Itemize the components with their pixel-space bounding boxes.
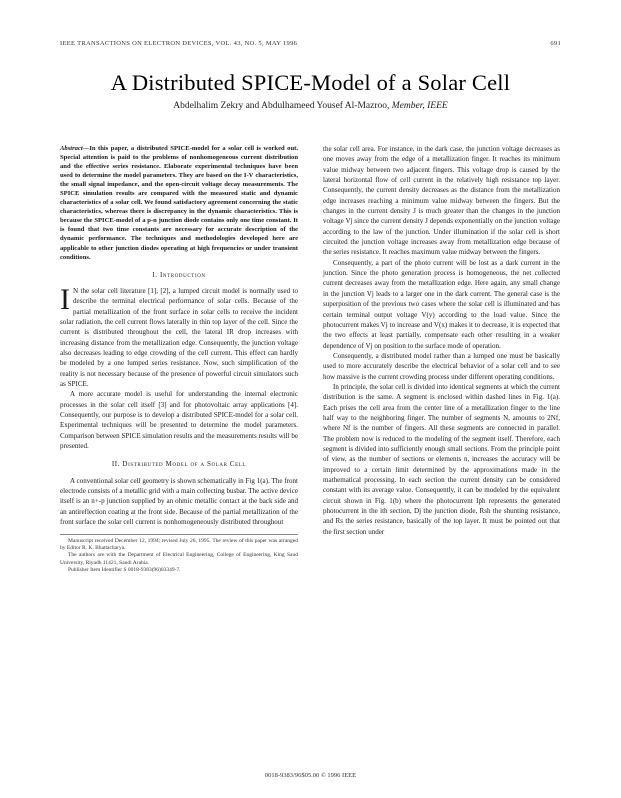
left-column [60, 144, 298, 575]
page-number: 691 [550, 40, 561, 47]
intro-text-1: N the solar cell literature [1], [2], a lumped circuit model is normally used to describe the terminal electrical performance of solar cells. Because of the partial metallization of the front surface in solar cells to receive the incident solar radiation, the cell current flows laterally in thin top layer of the cell. Since the current is distributed throughout the cell, the lateral IR drop increases with increasing distance from the metallization edge. Consequently, the junction voltage also decreases leading to edge crowding of the cell current. This effect can hardly be modeled by a one lumped series resistance. Now, such simplification of the reality is not necessary because of the presence of powerful circuit simulators such as SPICE. [60, 286, 298, 389]
section-heading-introduction: I. Introduction [152, 270, 206, 279]
right-paragraph-3: Consequently, a distributed model rather than a lumped one must be basically used to more accurately describe the electrical behavior of a solar cell and to see how massive is the current crowding process under different operating conditions. [323, 351, 560, 381]
journal-citation: IEEE TRANSACTIONS ON ELECTRON DEVICES, VOL. 43, NO. 5, MAY 1996 [60, 40, 298, 47]
right-paragraph-1: the solar cell area. For instance, in the dark case, the junction voltage decreases as one moves away from the edge of a metallization finger. It reaches its minimum value midway between two adjacent fingers. This voltage drop is caused by the lateral horizontal flow of cell current in the relatively high resistance top layer. Consequently, the current density decreases as the distance from the metallization edge increases reaching a minimum value midway between the fingers. But the changes in the current density J is much greater than the changes in the junction voltage Vj since the current density J depends exponentially on the junction voltage according to the law of the junction. Under illumination if the solar cell is short circuited the junction voltage increases away from metallization edge because of the series resistance. It reaches maximum value midway between the fingers. [323, 145, 560, 257]
author-line [0, 101, 621, 111]
footnote-manuscript: Manuscript received December 12, 1994; revised July 26, 1995. The review of this paper was arranged by Editor R. K. Bhattacharya. [60, 537, 298, 551]
model-paragraph-1: A conventional solar cell geometry is shown schematically in Fig 1(a). The front electrode consists of a metallic grid with a main collecting busbar. The active device itself is an n+-p junction supplied by an ohmic metallic contact at the back side and an antireflection coating at the front side. Because of the partial metallization of the front surface the solar cell current is nonhomogeneously distributed throughout [60, 476, 298, 527]
author-membership: Member, IEEE [391, 101, 448, 111]
intro-paragraph-2: A more accurate model is useful for understanding the internal electronic processes in the solar cell itself [3] and for photovoltaic array applications [4]. Consequently, our purpose is to develop a distributed SPICE-model for a solar cell. Experimental techniques will be presented to determine the model parameters. Comparison between SPICE simulation results and the measurements results will be presented. [60, 390, 298, 451]
right-paragraph-4: In principle, the solar cell is divided into identical segments at which the current distribution is the same. A segment is enclosed within dashed lines in Fig. 1(a). Each prises the cell area from the center line of a metallization finger to the line half way to the neighboring finger. The number of segments N, amounts to 2Nf, where Nf is the number of fingers. All these segments are connected in parallel. The problem now is reduced to the modeling of the segment itself. Therefore, each segment is divided into sufficiently enough small sections. From the principle point of view, as the number of sections or elements n, increases the accuracy will be improved to a certain limit determined by the approximations made in the mathematical processing. In each section the current density can be considered constant with its average value. Consequently, it can be modeled by the equivalent circuit shown in Fig. 1(b) where the photocurrent Iph represents the generated photocurrent in the ith section, Dj the junction diode, Rsh the shunting resistance, and Rs the series resistance, basically of the top layer. It must be pointed out that the first section under [323, 382, 560, 536]
copyright-line: 0018-9383/96$05.00 © 1996 IEEE [264, 772, 357, 779]
intro-paragraph-1 [60, 282, 298, 389]
abstract-label: Abstract— [60, 145, 90, 152]
abstract-text: In this paper, a distributed SPICE-model for a solar cell is worked out. Special attention is paid to the problems of nonhomogeneous current distribution and the effective series resistance. Elaborate experimental techniques have been used to determine the model parameters. They are based on the I-V characteristics, the small signal impedance, and the open-circuit voltage decay measurements. The SPICE simulation results are compared with the measured static and dynamic characteristics of a solar cell. We found satisfactory agreement concerning the static characteristics, whereas there is discrepancy in the dynamic characteristics. This is because the SPICE-model of a p-n junction diode contains only one time constant. It is found that two time constants are necessary for accurate description of the dynamic performance. The techniques and methodologies developed here are applicable to other junction diodes operating at high frequencies or under transient conditions. [60, 145, 298, 261]
footnote-affiliation: The authors are with the Department of Electrical Engineering, College of Engineering, King Saud University, Riyadh 11421, Saudi Arabia. [60, 552, 298, 566]
running-head [60, 40, 561, 47]
author-names: Abdelhalim Zekry and Abdulhameed Yousef Al-Mazroo, [173, 101, 390, 111]
paper-title: A Distributed SPICE-Model of a Solar Cell [110, 70, 511, 95]
right-column [323, 144, 560, 537]
right-paragraph-2: Consequently, a part of the photo current will be lost as a dark current in the junction. Since the photo generation process is homogeneous, the net collected current decreases away from the metallization edge. Here again, any small change in the junction Vj leads to a larger one in the dark current. The general case is the superposition of the previous two cases where the solar cell is illuminated and has certain terminal output voltage V(y) according to the load value. Since the photocurrent makes Vj to increase and V(x) makes it to decrease, it is expected that the two effects at least partially, compensate each other resulting in a weaker dependence of Vj on position to the surface mode of operation. [323, 258, 560, 350]
abstract [60, 144, 298, 262]
drop-cap: I [60, 282, 70, 316]
footnotes [60, 534, 298, 575]
footnote-identifier: Publisher Item Identifier S 0018-9383(96)03349-7. [68, 567, 181, 574]
section-heading-distributed-model: II. Distributed Model of a Solar Cell [111, 460, 247, 469]
